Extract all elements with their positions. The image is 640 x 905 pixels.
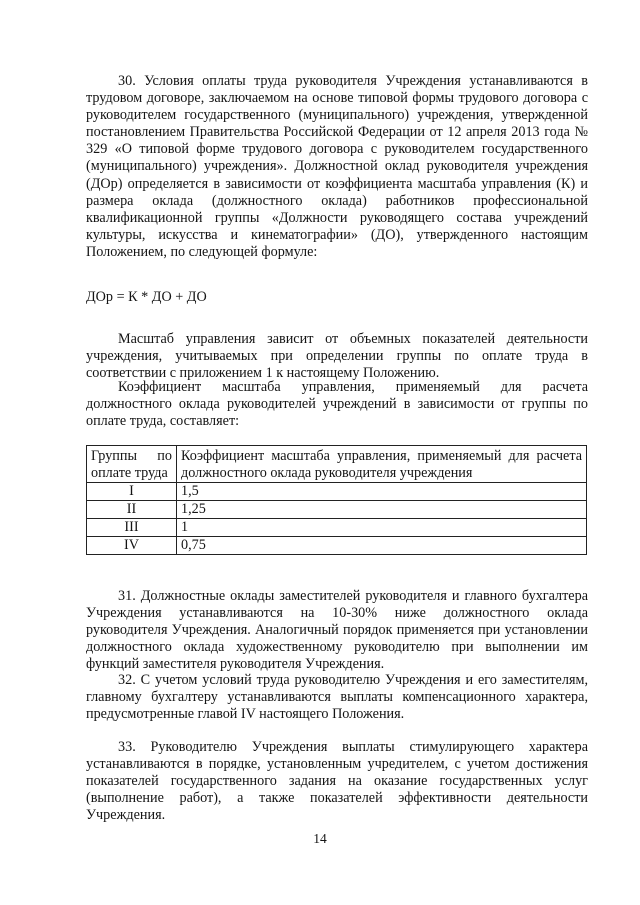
cell-coefficient: 1 <box>177 519 587 537</box>
coefficient-table <box>86 445 587 555</box>
salary-formula: ДОр = К * ДО + ДО <box>86 289 207 305</box>
cell-group: IV <box>87 537 177 555</box>
cell-coefficient: 1,5 <box>177 483 587 501</box>
header-coefficient: Коэффициент масштаба управления, применяемый для расчета должностного оклада руководителя учреждения <box>177 446 587 483</box>
table-row <box>87 501 587 519</box>
page-number: 14 <box>313 831 327 846</box>
paragraph-32: 32. С учетом условий труда руководителю Учреждения и его заместителям, главному бухгалтеру устанавливаются выплаты компенсационного характера, предусмотренные главой IV настоящего Положения. <box>86 672 588 723</box>
header-group: Группы по оплате труда <box>87 446 177 483</box>
paragraph-management-scale: Масштаб управления зависит от объемных показателей деятельности учреждения, учитываемых при определении группы по оплате труда в соответствии с приложением 1 к настоящему Положению. <box>86 331 588 382</box>
table-row <box>87 537 587 555</box>
cell-group: I <box>87 483 177 501</box>
table-row <box>87 483 587 501</box>
cell-group: II <box>87 501 177 519</box>
table-header-row <box>87 446 587 483</box>
table-row <box>87 519 587 537</box>
paragraph-33: 33. Руководителю Учреждения выплаты стимулирующего характера устанавливаются в порядке, установленным учредителем, с учетом достижения показателей государственного задания на оказание государственных услуг (выполнение работ), а также показателей эффективности деятельности Учреждения. <box>86 739 588 824</box>
cell-group: III <box>87 519 177 537</box>
cell-coefficient: 1,25 <box>177 501 587 519</box>
paragraph-31: 31. Должностные оклады заместителей руководителя и главного бухгалтера Учреждения устанавливаются на 10-30% ниже должностного оклада руководителя Учреждения. Аналогичный порядок применяется при установлении должностного оклада художественному руководителю при выполнении им функций заместителя руководителя Учреждения. <box>86 588 588 673</box>
paragraph-30: 30. Условия оплаты труда руководителя Учреждения устанавливаются в трудовом договоре, заключаемом на основе типовой формы трудового договора с руководителем государственного (муниципального) учреждения, утвержденной постановлением Правительства Российской Федерации от 12 апреля 2013 года № 329 «О типовой форме трудового договора с руководителем государственного (муниципального) учреждения». Должностной оклад руководителя учреждения (ДОр) определяется в зависимости от коэффициента масштаба управления (К) и размера оклада (должностного оклада) работников профессиональной квалификационной группы «Должности руководящего состава учреждений культуры, искусства и кинематографии» (ДО), утвержденного настоящим Положением, по следующей формуле: <box>86 73 588 260</box>
cell-coefficient: 0,75 <box>177 537 587 555</box>
paragraph-coefficient-intro: Коэффициент масштаба управления, применяемый для расчета должностного оклада руководителей учреждений в зависимости от группы по оплате труда, составляет: <box>86 379 588 430</box>
